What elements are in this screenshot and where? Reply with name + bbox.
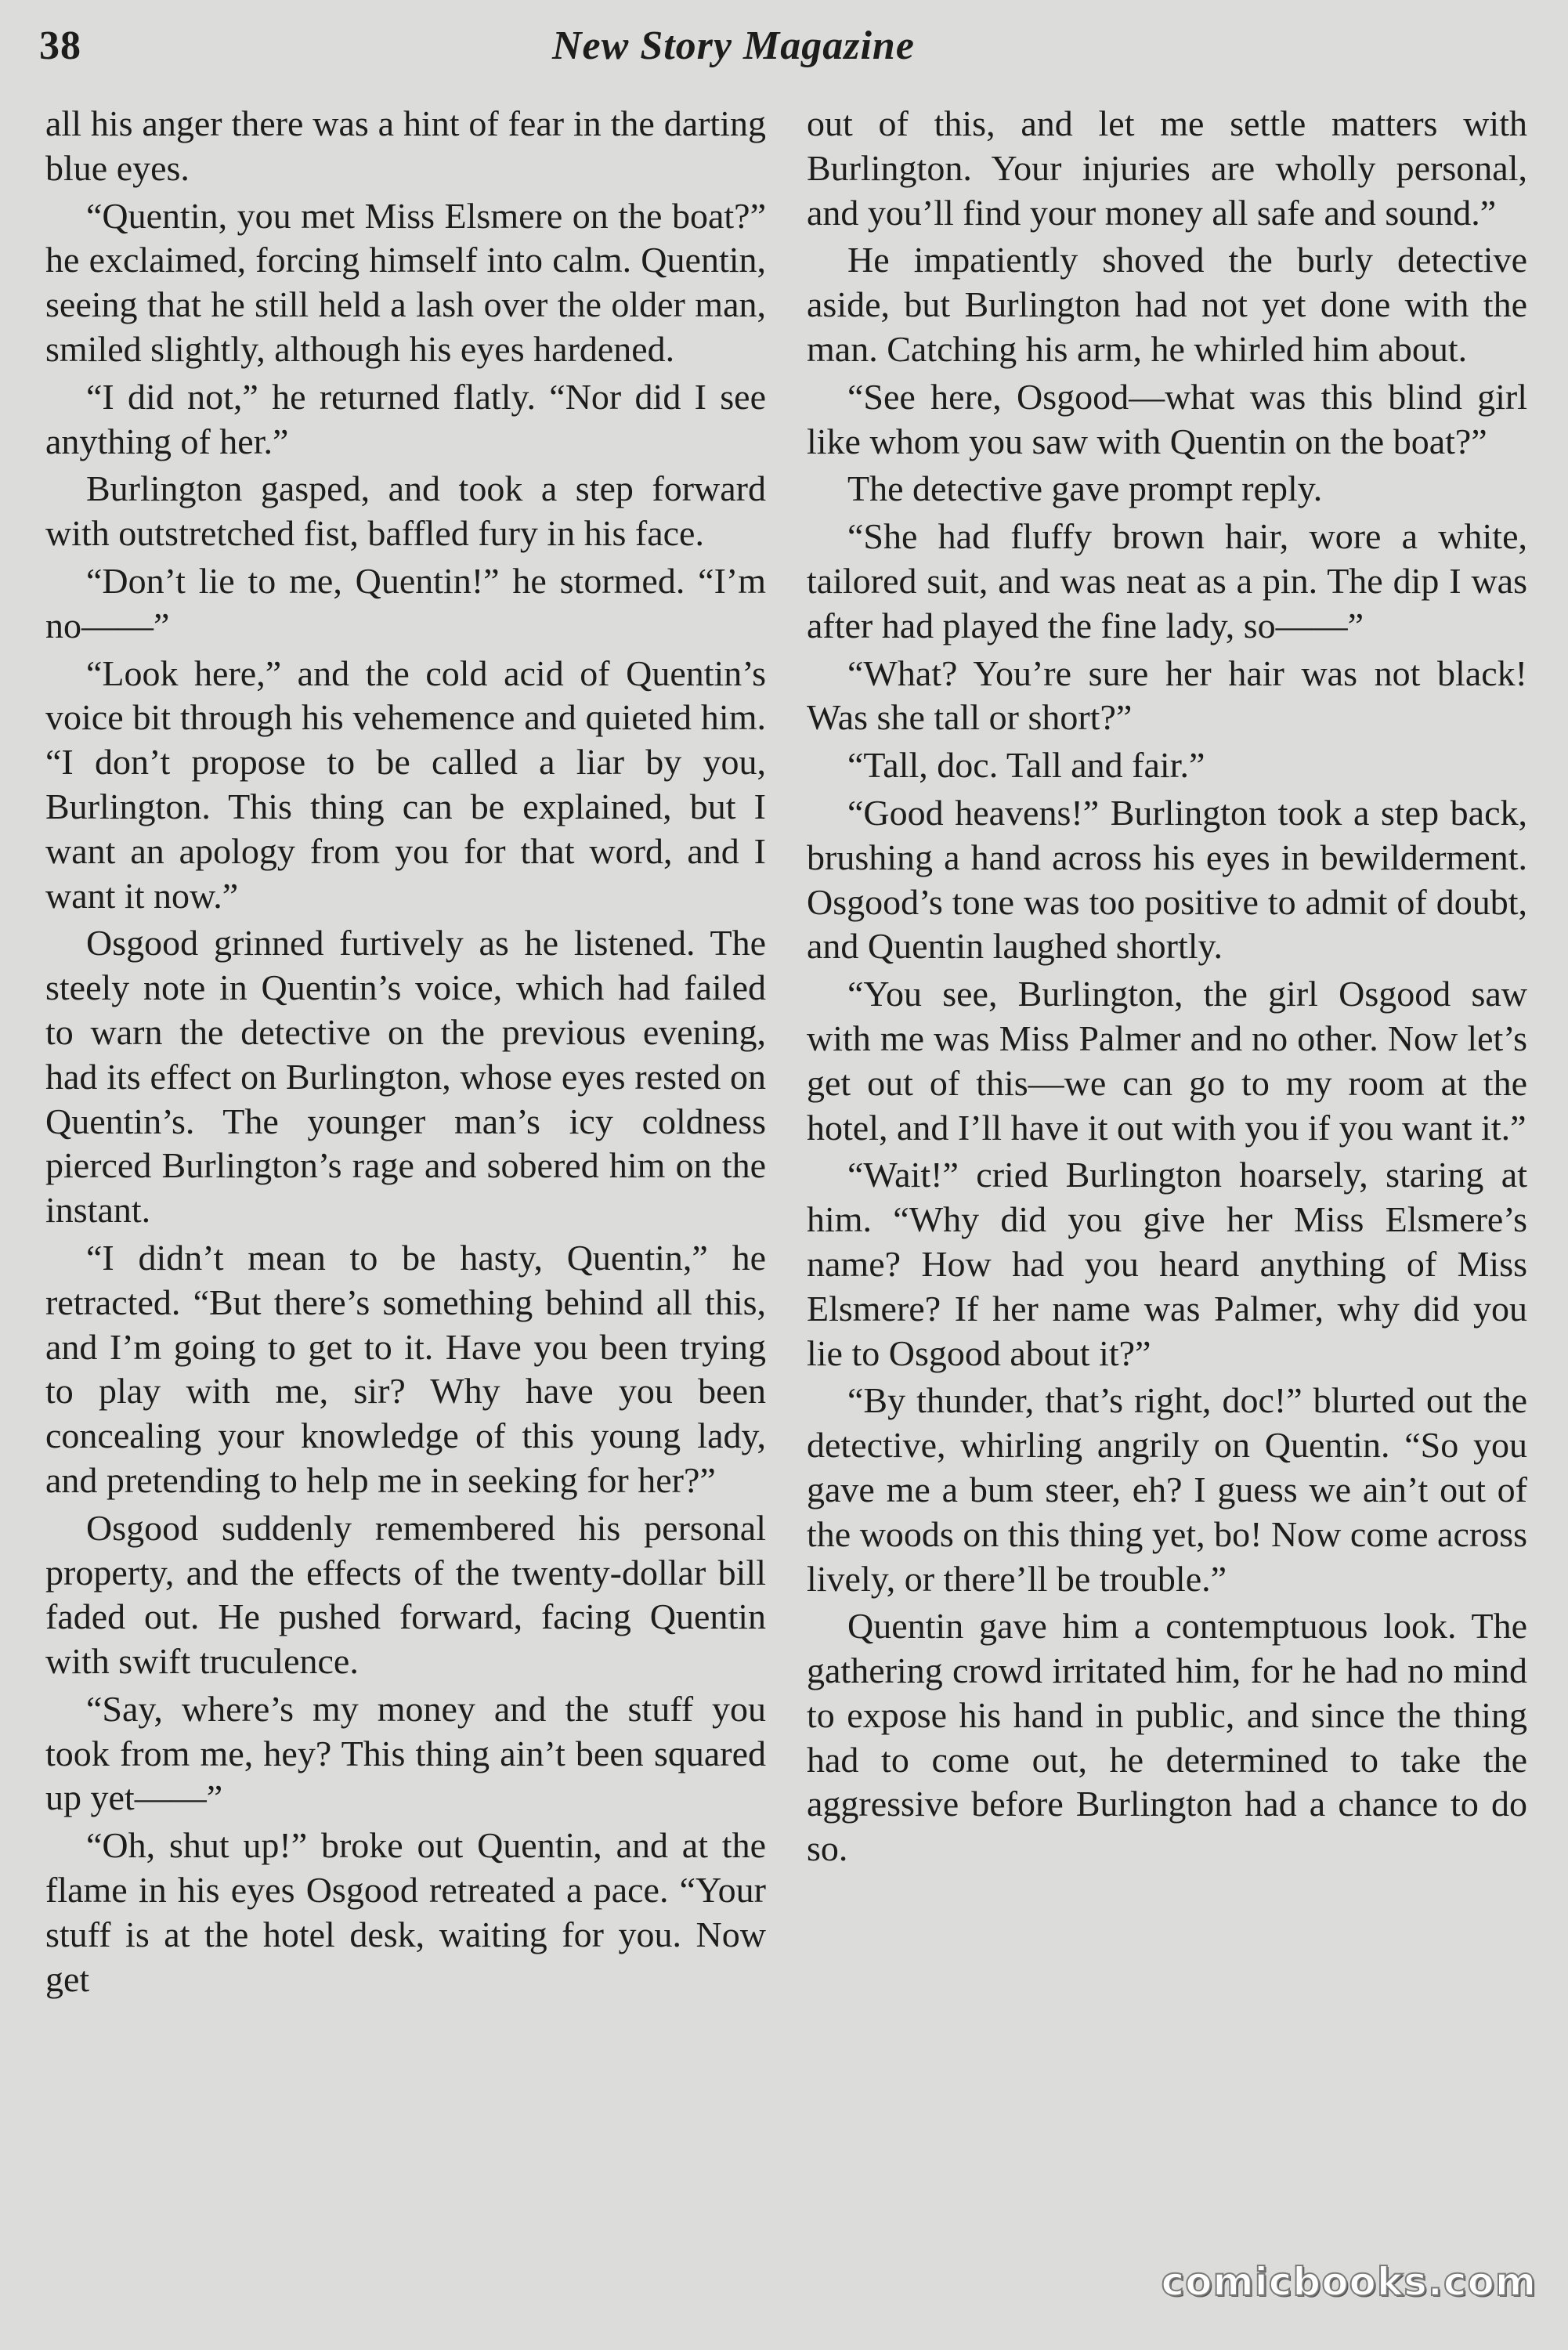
paragraph: “What? You’re sure her hair was not black! Was she tall or short?”	[807, 653, 1527, 738]
paragraph: out of this, and let me settle matters with Burlington. Your injuries are wholly personal, and you’ll find your money all safe and sound.”	[807, 103, 1527, 233]
paragraph: “Look here,” and the cold acid of Quentin’s voice bit through his vehemence and quieted him. “I don’t propose to be called a liar by you, Burlington. This thing can be explained, but I want an apology from you for that word, and I want it now.”	[45, 653, 766, 916]
paragraph: “Don’t lie to me, Quentin!” he stormed. “I’m no——”	[45, 560, 766, 645]
paragraph: Quentin gave him a contemptuous look. The gathering crowd irritated him, for he had no mind to expose his hand in public, and since the thing had to come out, he determined to take the aggressive before Burlington had a chance to do so.	[807, 1606, 1527, 1869]
paragraph: He impatiently shoved the burly detective aside, but Burlington had not yet done with the man. Catching his arm, he whirled him about.	[807, 240, 1527, 369]
right-column	[807, 102, 1527, 1875]
paragraph: “Tall, doc. Tall and fair.”	[847, 745, 1205, 786]
magazine-title: New Story Magazine	[552, 24, 915, 68]
paragraph: The detective gave prompt reply.	[847, 468, 1323, 509]
paragraph: “By thunder, that’s right, doc!” blurted out the detective, whirling angrily on Quentin. “So you gave me a bum steer, eh? I guess we ain’t out of the woods on this thing yet, bo! Now come across lively, or there’ll be trouble.”	[807, 1380, 1527, 1599]
paragraph: Osgood grinned furtively as he listened. The steely note in Quentin’s voice, which had failed to warn the detective on the previous evening, had its effect on Burlington, whose eyes rested on Quentin’s. The younger man’s icy coldness pierced Burlington’s rage and sobered him on the instant.	[45, 923, 766, 1231]
paragraph: “Wait!” cried Burlington hoarsely, staring at him. “Why did you give her Miss Elsmere’s name? How had you heard anything of Miss Elsmere? If her name was Palmer, why did you lie to Osgood about it?”	[807, 1155, 1527, 1373]
paragraph: all his anger there was a hint of fear in the darting blue eyes.	[45, 103, 766, 188]
paragraph: “See here, Osgood—what was this blind girl like whom you saw with Quentin on the boat?”	[807, 376, 1527, 461]
paragraph: “You see, Burlington, the girl Osgood saw with me was Miss Palmer and no other. Now let’s get out of this—we can go to my room at the hotel, and I’ll have it out with you if you want it.”	[807, 974, 1527, 1148]
left-column	[45, 102, 766, 2005]
paragraph: “She had fluffy brown hair, wore a white, tailored suit, and was neat as a pin. The dip I was after had played the fine lady, so——”	[807, 516, 1527, 645]
page-number: 38	[39, 24, 81, 68]
paragraph: “Quentin, you met Miss Elsmere on the boat?” he exclaimed, forcing himself into calm. Quentin, seeing that he still held a lash over the older man, smiled slightly, although his eyes hardened.	[45, 195, 766, 369]
paragraph: “I did not,” he returned flatly. “Nor did I see anything of her.”	[45, 376, 766, 461]
paragraph: “Good heavens!” Burlington took a step back, brushing a hand across his eyes in bewilderment. Osgood’s tone was too positive to admit of doubt, and Quentin laughed shortly.	[807, 792, 1527, 967]
watermark: comicbooks.com	[1161, 2259, 1537, 2305]
paragraph: Burlington gasped, and took a step forward with outstretched fist, baffled fury in his face.	[45, 468, 766, 554]
paragraph: “I didn’t mean to be hasty, Quentin,” he retracted. “But there’s something behind all this, and I’m going to get to it. Have you been trying to play with me, sir? Why have you been concealing your knowledge of this young lady, and pretending to help me in seeking for her?”	[45, 1237, 766, 1500]
paragraph: Osgood suddenly remembered his personal property, and the effects of the twenty-dollar bill faded out. He pushed forward, facing Quentin with swift truculence.	[45, 1507, 766, 1682]
paragraph: “Say, where’s my money and the stuff you took from me, hey? This thing ain’t been squared up yet——”	[45, 1688, 766, 1818]
paragraph: “Oh, shut up!” broke out Quentin, and at the flame in his eyes Osgood retreated a pace. “Your stuff is at the hotel desk, waiting for you. Now get	[45, 1825, 766, 1999]
page-header	[39, 20, 1527, 75]
